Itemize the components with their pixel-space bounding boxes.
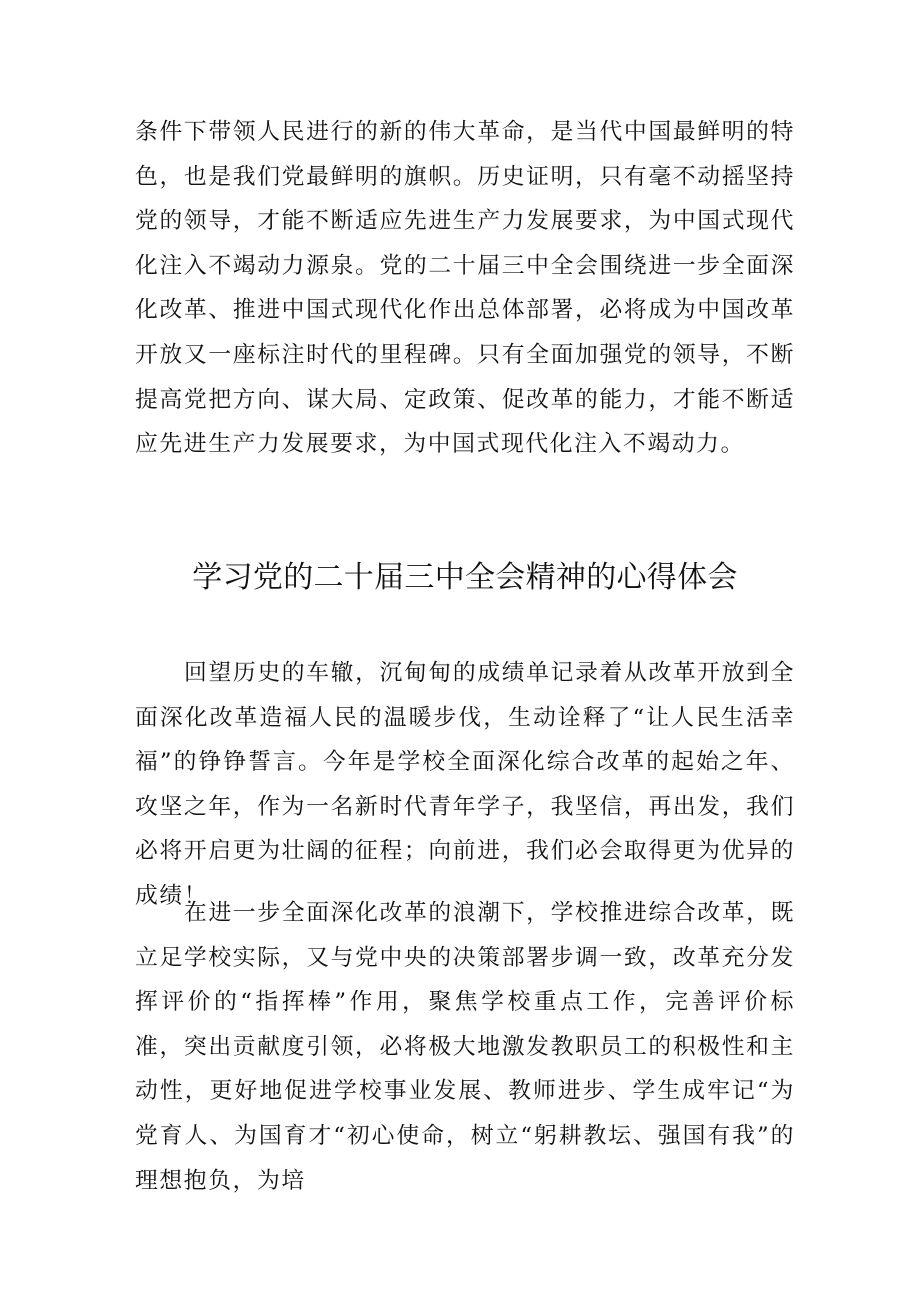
article-title: 学习党的二十届三中全会精神的心得体会 — [192, 560, 738, 595]
paragraph-history: 回望历史的车辙，沉甸甸的成绩单记录着从改革开放到全面深化改革造福人民的温暖步伐，生动诠释了“让人民生活幸福”的铮铮誓言。今年是学校全面深化综合改革的起始之年、攻坚之年，作为一名新时代青年学子，我坚信，再出发，我们必将开启更为壮阔的征程；向前进，我们必会取得更为优异的成绩！ — [135, 660, 795, 909]
paragraph-reform: 在进一步全面深化改革的浪潮下，学校推进综合改革，既立足学校实际，又与党中央的决策部署步调一致，改革充分发挥评价的“指挥棒”作用，聚焦学校重点工作，完善评价标准，突出贡献度引领，必将极大地激发教职员工的积极性和主动性，更好地促进学校事业发展、教师进步、学生成牢记“为党育人、为国育才“初心使命，树立“躬耕教坛、强国有我”的理想抱负，为培 — [135, 900, 795, 1194]
continued-paragraph: 条件下带领人民进行的新的伟大革命，是当代中国最鲜明的特色，也是我们党最鲜明的旗帜。历史证明，只有毫不动摇坚持党的领导，才能不断适应先进生产力发展要求，为中国式现代化注入不竭动力源泉。党的二十届三中全会围绕进一步全面深化改革、推进中国式现代化作出总体部署，必将成为中国改革开放又一座标注时代的里程碑。只有全面加强党的领导，不断提高党把方向、谋大局、定政策、促改革的能力，才能不断适应先进生产力发展要求，为中国式现代化注入不竭动力。 — [135, 119, 795, 458]
